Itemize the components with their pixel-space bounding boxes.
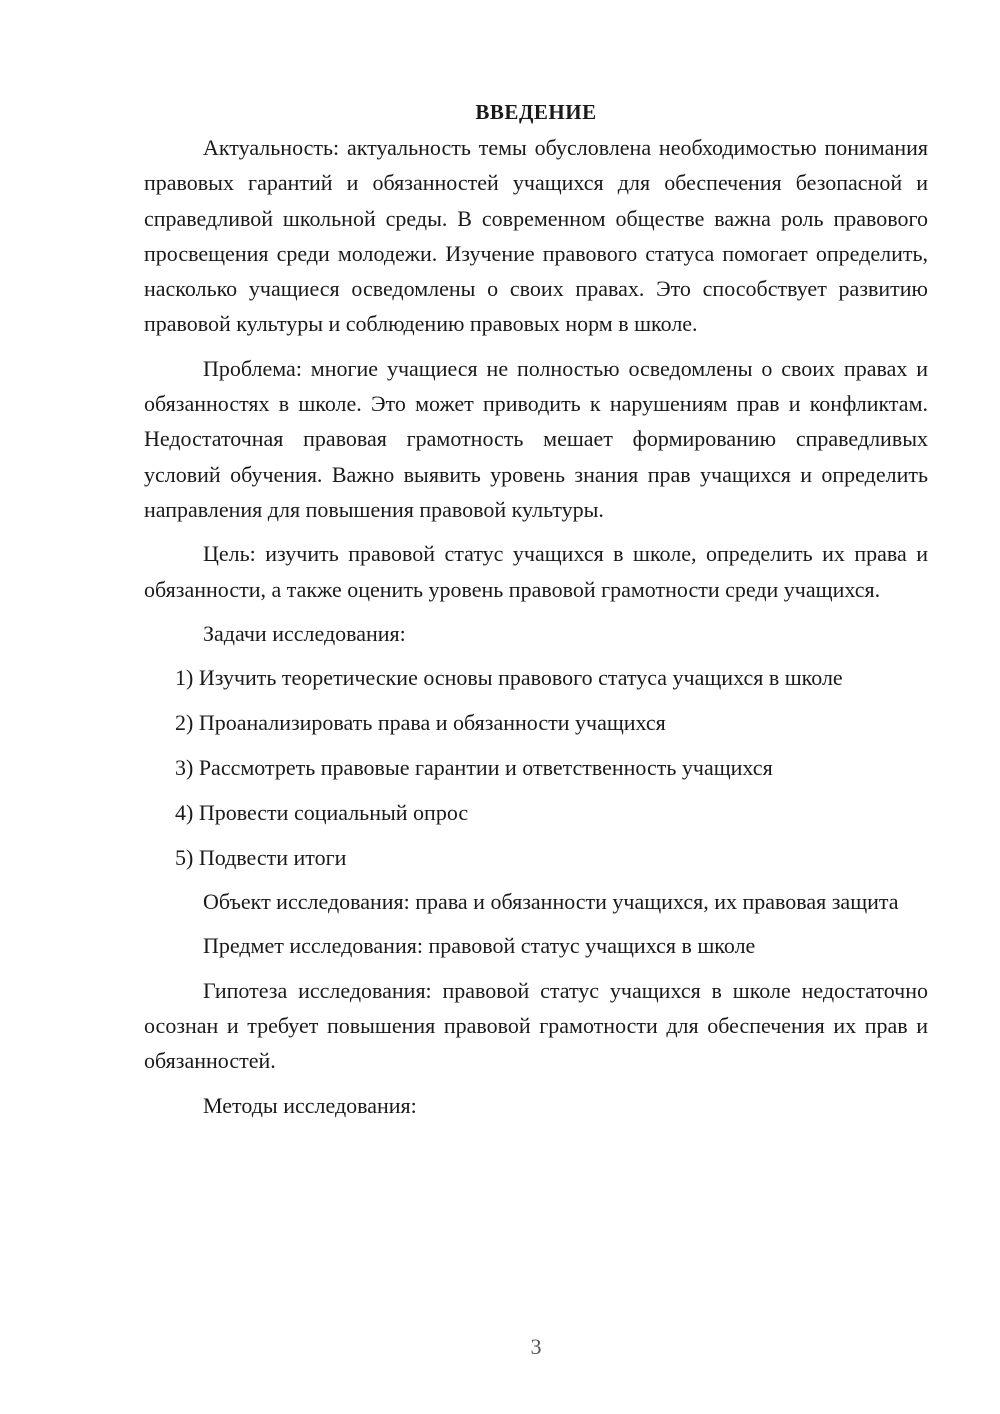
relevance-paragraph: Актуальность: актуальность темы обусловлена необходимостью понимания правовых гарантий и обязанностей учащихся для обеспечения безопасной и справедливой школьной среды. В современном обществе важна роль правового просвещения среди молодежи. Изучение правового статуса помогает определить, насколько учащиеся осведомлены о своих правах. Это способствует развитию правовой культуры и соблюдению правовых норм в школе.: [144, 135, 928, 337]
page-content: [144, 94, 928, 1123]
goal-paragraph: Цель: изучить правовой статус учащихся в школе, определить их права и обязанности, а также оценить уровень правовой грамотности среди учащихся.: [144, 541, 928, 602]
list-item: 4) Провести социальный опрос: [175, 800, 469, 826]
tasks-intro-paragraph: Задачи исследования:: [203, 620, 406, 646]
methods-intro-paragraph: Методы исследования:: [203, 1092, 417, 1118]
section-heading: ВВЕДЕНИЕ: [475, 100, 597, 124]
list-item: 1) Изучить теоретические основы правового статуса учащихся в школе: [175, 665, 843, 691]
list-item: 5) Подвести итоги: [175, 845, 347, 871]
hypothesis-paragraph: Гипотеза исследования: правовой статус учащихся в школе недостаточно осознан и требует повышения правовой грамотности для обеспечения их прав и обязанностей.: [144, 977, 928, 1074]
subject-paragraph: Предмет исследования: правовой статус учащихся в школе: [203, 933, 756, 959]
list-item: 2) Проанализировать права и обязанности учащихся: [175, 710, 666, 736]
tasks-list: [144, 660, 928, 875]
list-item: 3) Рассмотреть правовые гарантии и ответственность учащихся: [175, 755, 773, 781]
page-number: 3: [530, 1334, 542, 1359]
object-paragraph: Объект исследования: права и обязанности учащихся, их правовая защита: [203, 889, 899, 915]
problem-paragraph: Проблема: многие учащиеся не полностью осведомлены о своих правах и обязанностях в школе. Это может приводить к нарушениям прав и конфликтам. Недостаточная правовая грамотность мешает формированию справедливых условий обучения. Важно выявить уровень знания прав учащихся и определить направления для повышения правовой культуры.: [144, 355, 928, 522]
